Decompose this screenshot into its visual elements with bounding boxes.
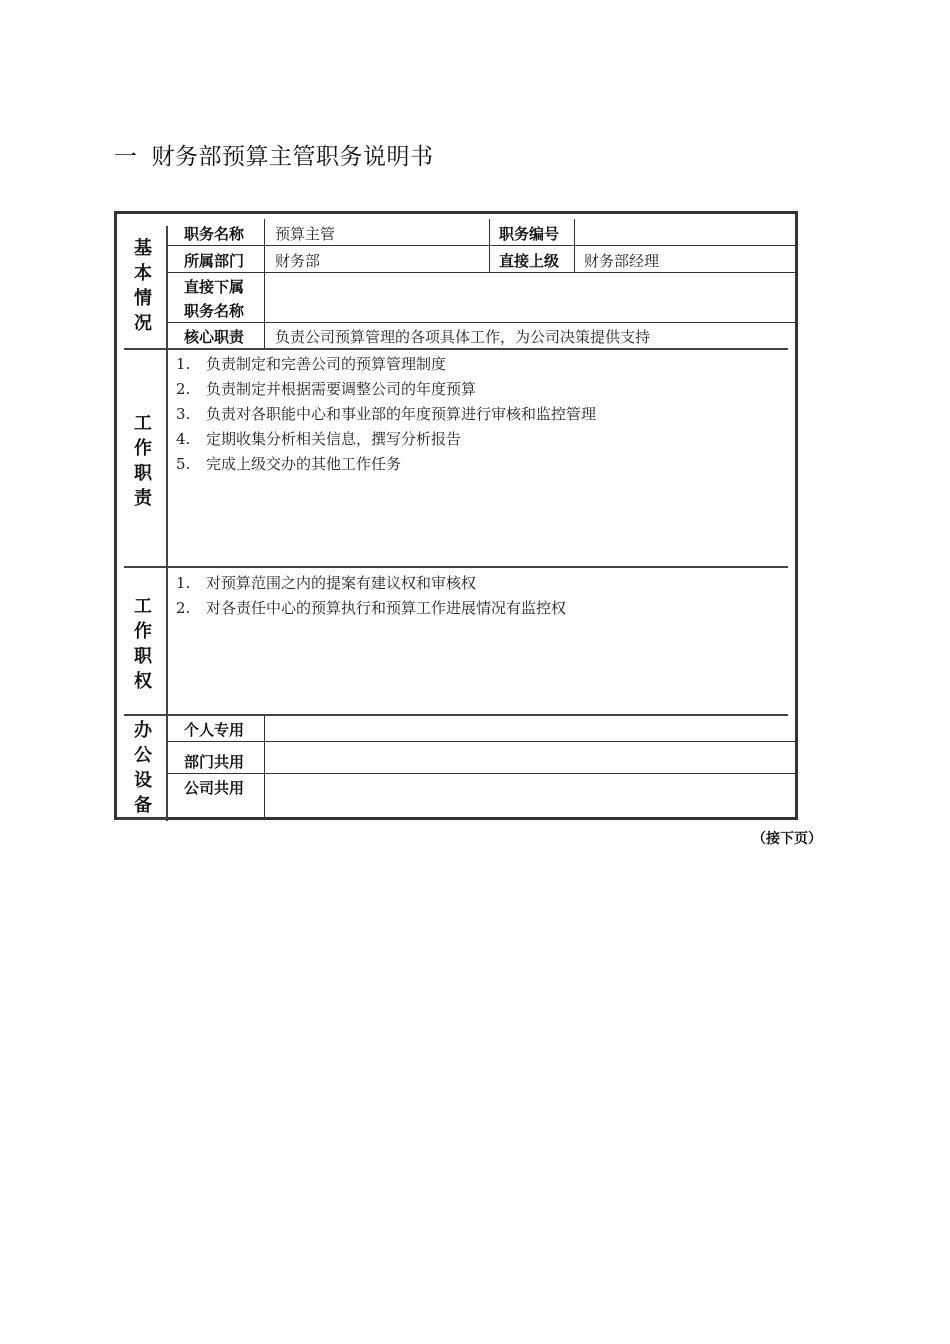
personal-use-label: 个人专用	[184, 721, 245, 739]
title-text: 财务部预算主管职务说明书	[151, 144, 434, 170]
company-shared-label: 公司共用	[184, 779, 245, 797]
duties-section-label: 工 作 职 责	[134, 413, 152, 509]
bottom-left-line	[118, 818, 168, 820]
job-name-value: 预算主管	[275, 225, 336, 243]
subordinate-label-line2: 职务名称	[184, 302, 245, 320]
basic-label-divider	[264, 219, 265, 350]
equipment-section-label: 办 公 设 备	[134, 720, 152, 816]
subordinate-label-line1: 直接下属	[184, 278, 245, 296]
core-duty-value: 负责公司预算管理的各项具体工作，为公司决策提供支持	[275, 328, 651, 346]
job-name-label: 职务名称	[184, 225, 245, 243]
job-code-label: 职务编号	[499, 225, 560, 243]
continued-note: （接下页）	[752, 831, 822, 847]
title-number: 一	[114, 144, 138, 170]
row-line	[166, 245, 796, 246]
duties-list	[176, 352, 596, 477]
superior-label: 直接上级	[499, 252, 560, 270]
authority-section-label: 工 作 职 权	[134, 596, 152, 692]
superior-value: 财务部经理	[584, 252, 660, 270]
section-line	[124, 714, 788, 716]
list-item: 2. 对各责任中心的预算执行和预算工作进展情况有监控权	[176, 599, 567, 617]
row-line	[166, 773, 796, 774]
section-line	[124, 566, 788, 568]
list-item: 4. 定期收集分析相关信息，撰写分析报告	[176, 430, 462, 448]
dept-value: 财务部	[275, 252, 321, 270]
list-item: 2. 负责制定并根据需要调整公司的年度预算	[176, 380, 477, 398]
core-duty-label: 核心职责	[184, 328, 245, 346]
section-line	[124, 348, 788, 350]
equipment-label-divider	[264, 716, 265, 818]
authority-list	[176, 571, 566, 621]
list-item: 3. 负责对各职能中心和事业部的年度预算进行审核和监控管理	[176, 405, 597, 423]
row-line	[166, 272, 796, 273]
row-line	[166, 322, 796, 323]
list-item: 5. 完成上级交办的其他工作任务	[176, 455, 402, 473]
basic-section-label: 基 本 情 况	[134, 238, 152, 334]
page-title	[114, 138, 434, 171]
list-item: 1. 负责制定和完善公司的预算管理制度	[176, 355, 447, 373]
section-divider-line	[166, 226, 168, 821]
row-line	[166, 741, 796, 742]
dept-shared-label: 部门共用	[184, 753, 245, 771]
list-item: 1. 对预算范围之内的提案有建议权和审核权	[176, 574, 477, 592]
dept-label: 所属部门	[184, 252, 245, 270]
